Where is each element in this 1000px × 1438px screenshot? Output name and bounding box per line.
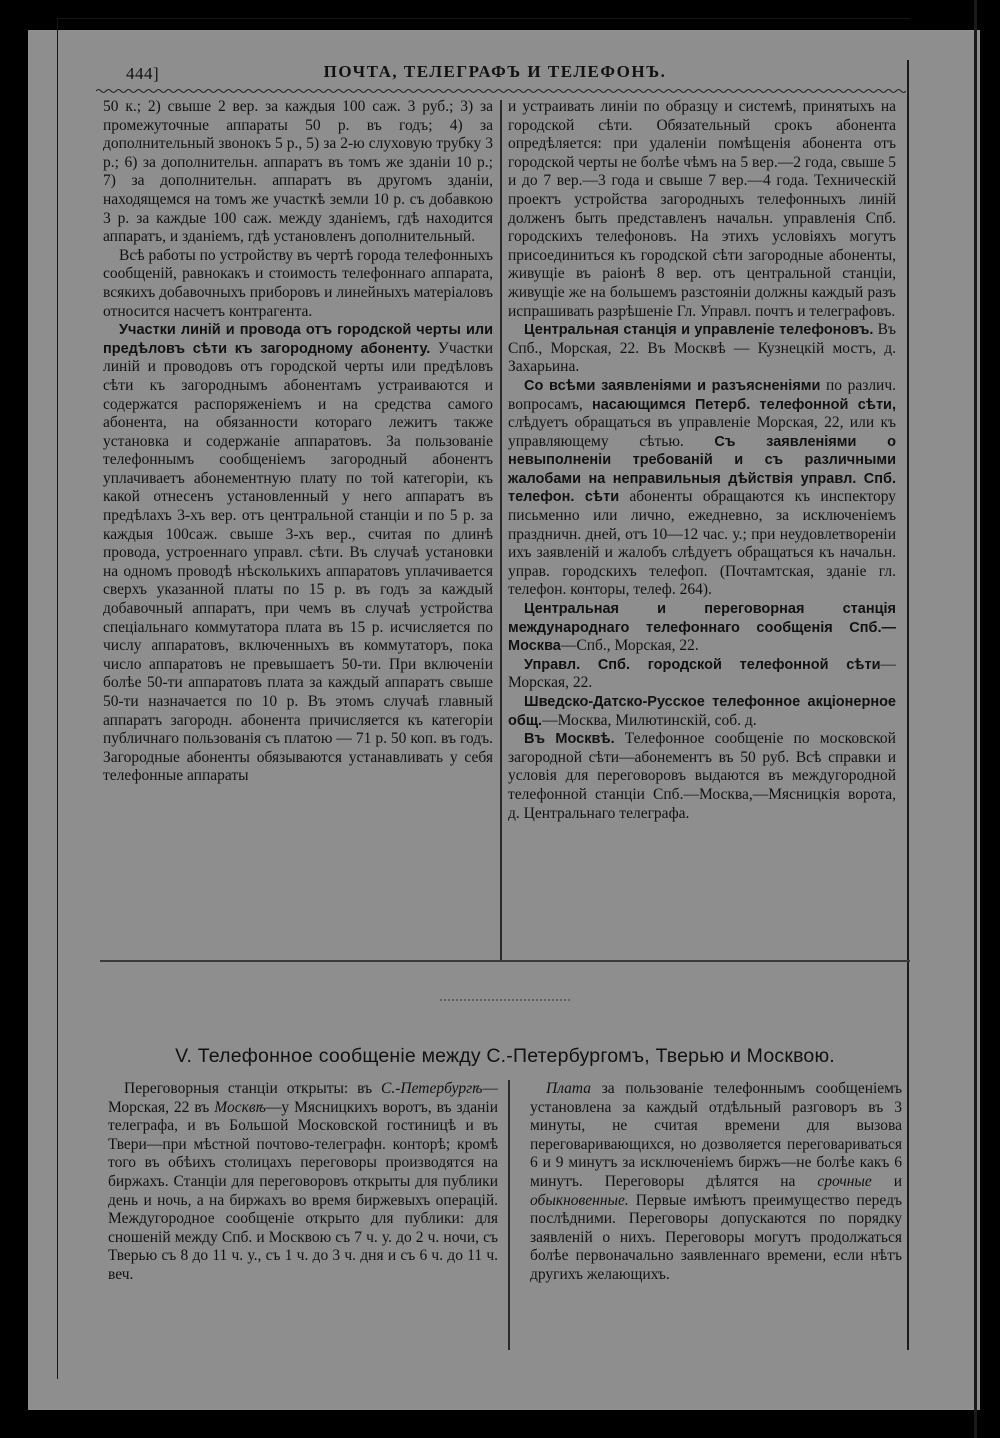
column-divider-top xyxy=(500,100,502,960)
heading-central-station: Центральная станція и управленіе телефоновъ. xyxy=(524,322,874,339)
heading-moscow: Въ Москвѣ. xyxy=(524,731,615,748)
text-central-station: Въ Спб., Морская, 22. Въ Москвѣ — Кузнецкій мостъ, д. Захарьина. xyxy=(508,321,896,376)
text-moscow: Телефонное сообщеніе по московской загородной сѣти—абонементъ въ 50 руб. Всѣ справки и условія для переговоровъ выдаются въ междугородной телефонной станціи Спб.—Москва,—Мясницкія ворота, д. Центральнаго телеграфа. xyxy=(508,730,896,822)
paragraph-lines: и устраивать линіи по образцу и системѣ, принятыхъ на городской сѣти. Обязательный срокъ абонента опредѣляется: при удаленіи помѣщенія абонента отъ городской черты не болѣе чѣмъ на 5 вер.—2 года, свыше 5 и до 7 вер.—3 года и свыше 7 вер.—4 года. Техническій проектъ устройства загородныхъ телефонныхъ линій долженъ быть представленъ начальн. управленія Спб. городскихъ телефоновъ. На этихъ условіяхъ могутъ присоединиться къ городской сѣти загородные абоненты, живущіе въ раіонѣ 8 вер. отъ центральной станціи, живущіе же на большемъ разстояніи должны каждый разъ испрашивать разрѣшеніе Гл. Управл. почтъ и телеграфовъ. xyxy=(508,98,896,320)
paragraph-complaints xyxy=(508,377,896,600)
paragraph-rates: 50 к.; 2) свыше 2 вер. за каждыя 100 саж. 3 руб.; 3) за промежуточные аппараты 50 р. въ годъ; 4) за дополнительный звонокъ 5 р., 5) за 2-ю слуховую трубку 3 р.; 6) за дополнительн. аппаратъ въ томъ же зданіи 10 р.; 7) за дополнительн. аппаратъ въ другомъ зданіи, находящемся на томъ же участкѣ земли 10 р. съ добавкою 3 р. за каждые 100 саж. между зданіемъ, гдѣ находится аппаратъ, и зданіемъ, гдѣ установленъ дополнительный. xyxy=(103,98,493,246)
text-stations-1: Переговорныя станціи открыты: въ xyxy=(124,1080,373,1097)
heading-intercity-station: Центральная и переговорная станція международнаго телефоннаго сообщенія Спб.—Москва xyxy=(508,601,896,655)
bottom-right-column xyxy=(530,1080,902,1285)
paragraph-stations xyxy=(108,1080,498,1285)
page-frame-right-border xyxy=(907,60,909,1350)
top-left-column xyxy=(103,98,493,786)
header-wavy-rule xyxy=(96,88,906,94)
section-separator-dots xyxy=(440,998,570,1002)
italic-urgent: срочные xyxy=(817,1172,872,1190)
italic-spb: С.-Петербургѣ xyxy=(381,1080,483,1097)
paragraph-city-network xyxy=(508,656,896,693)
paragraph-swedish-company xyxy=(508,693,896,730)
text-payment-3: Первые имѣютъ преимущество передъ послѣдними. Переговоры допускаются по порядку заявленій о нихъ. Переговоры могутъ продолжаться болѣе первоначально заявленнаго времени, если нѣтъ другихъ желающихъ. xyxy=(530,1191,902,1283)
text-statements-1: по различ. вопросамъ, xyxy=(508,376,897,413)
text-swedish-company: —Москва, Милютинскій, соб. д. xyxy=(542,711,757,729)
page-title: ПОЧТА, ТЕЛЕГРАФЪ И ТЕЛЕФОНЪ. xyxy=(323,62,667,81)
heading-spb-network: насающимся Петерб. телефонной сѣти, xyxy=(591,396,897,413)
page-number: 444] xyxy=(126,64,160,83)
heading-suburban: Участки линій и провода отъ городской черты или предѣловъ сѣти къ загородному абоненту. xyxy=(103,322,493,357)
text-statements-2: слѣдуетъ обращаться въ управленіе Морская, 22, или къ управляющему сѣтью. xyxy=(508,414,896,450)
text-city-network: —Морская, 22. xyxy=(508,655,896,692)
heading-complaints: Съ заявленіями о невыполненіи требованій и съ различными жалобами на неправильныя дѣйствія управл. Спб. телефон. сѣти xyxy=(508,433,897,506)
text-payment-2: и xyxy=(893,1172,903,1190)
column-divider-bottom xyxy=(508,1080,510,1350)
paragraph-suburban xyxy=(103,321,493,786)
italic-ordinary: обыкновенные. xyxy=(530,1191,629,1209)
text-payment-1: за пользованіе телефоннымъ сообщеніемъ установлена за каждый отдѣльный разговоръ въ 3 минуты, не считая времени для вызова переговаривающихся, но дозволяется переговариваться 6 и 9 минутъ за исключеніемъ биржъ—не болѣе какъ 6 минутъ. Переговоры дѣлятся на xyxy=(530,1080,902,1190)
heading-statements: Со всѣми заявленіями и разъясненіями xyxy=(524,377,821,394)
page-edge-line xyxy=(974,0,977,1438)
text-complaints: абоненты обращаются къ инспектору письменно или лично, ежедневно, за исключеніемъ праздничн. дней, отъ 10—12 час. у.; при неудовлетвореніи ихъ заявленій и жалобъ слѣдуетъ обращаться къ начальн. управ. городскихъ телефоп. (Почтамтская, зданіе гл. телефон. конторы, телеф. 264). xyxy=(508,488,897,599)
text-suburban: Участки линій и проводовъ отъ городской черты или предѣловъ сѣти къ загороднымъ абонентамъ устраиваются и содержатся распоряженіемъ и на средства самого абонента, на обязанности котораго лежитъ также установка и содержаніе аппаратовъ. За пользованіе телефоннымъ сообщеніемъ загородный абонентъ уплачиваетъ абонементную плату по той категоріи, къ какой отнесенъ установленный у него аппаратъ въ предѣлахъ 3-хъ вер. отъ центральной станціи и по 5 р. за каждыя 100саж. свыше 3-хъ вер., считая по длинѣ провода, устроеннаго управл. сѣти. Въ случаѣ установки на одномъ проводѣ нѣсколькихъ аппаратовъ уплачивается сверхъ указанной платы по 15 р. въ годъ за каждый добавочный аппаратъ, при чемъ въ случаѣ устройства спеціальнаго коммутатора плата въ 15 р. исчисляется по числу аппаратовъ, включенныхъ въ коммутаторъ, пока число аппаратовъ не превышаетъ 50-ти. При включеніи болѣе 50-ти аппаратовъ плата за каждый аппаратъ свыше 50-ти назначается по 10 р. Въ этомъ случаѣ главный аппаратъ загородн. абонента причисляется къ категоріи публичнаго пользованія съ платою — 71 р. 50 коп. въ годъ. Загородные абоненты обязываются устанавливать у себя телефонные аппараты xyxy=(103,339,493,785)
heading-swedish-company: Шведско-Датско-Русское телефонное акціонерное общ. xyxy=(508,694,896,729)
bottom-left-column xyxy=(108,1080,498,1285)
paragraph-payment xyxy=(530,1080,902,1285)
page-header xyxy=(90,56,900,86)
text-intercity-station: —Спб., Морская, 22. xyxy=(560,637,699,655)
section-title: V. Телефонное сообщеніе между С.-Петербургомъ, Тверью и Москвою. xyxy=(175,1045,835,1067)
italic-moscow: Москвѣ xyxy=(214,1098,266,1116)
italic-payment: Плата xyxy=(546,1080,592,1097)
paragraph-works: Всѣ работы по устройству въ чертѣ города телефонныхъ сообщеній, равнокакъ и стоимость телефоннаго аппарата, всякихъ добавочныхъ приборовъ и линейныхъ матеріаловъ относится насчетъ контрагента. xyxy=(103,246,493,320)
text-stations-3: —у Мясницкихъ воротъ, въ зданіи телеграфа, и въ Большой Московской гостиницѣ и въ Твери—при мѣстной почтово-телеграфн. конторѣ; кромѣ того въ обѣихъ столицахъ переговоры производятся на биржахъ. Станціи для переговоровъ открыты для публики день и ночь, а на биржахъ во время биржевыхъ операцій. Междугородное сообщеніе открыто для публики: для сношеній между Спб. и Москвою съ 7 ч. у. до 2 ч. ночи, съ Тверью съ 8 до 11 ч. у., съ 1 ч. до 3 ч. дня и съ 6 ч. до 11 ч. веч. xyxy=(108,1098,499,1283)
paragraph-intercity-station xyxy=(508,600,896,656)
paragraph-central-station xyxy=(508,321,896,377)
paragraph-moscow xyxy=(508,730,896,823)
top-right-column xyxy=(508,98,896,823)
heading-city-network: Управл. Спб. городской телефонной сѣти xyxy=(524,656,881,673)
text-stations-2: —Морская, 22 въ xyxy=(108,1080,498,1116)
section-divider-line xyxy=(100,960,910,962)
